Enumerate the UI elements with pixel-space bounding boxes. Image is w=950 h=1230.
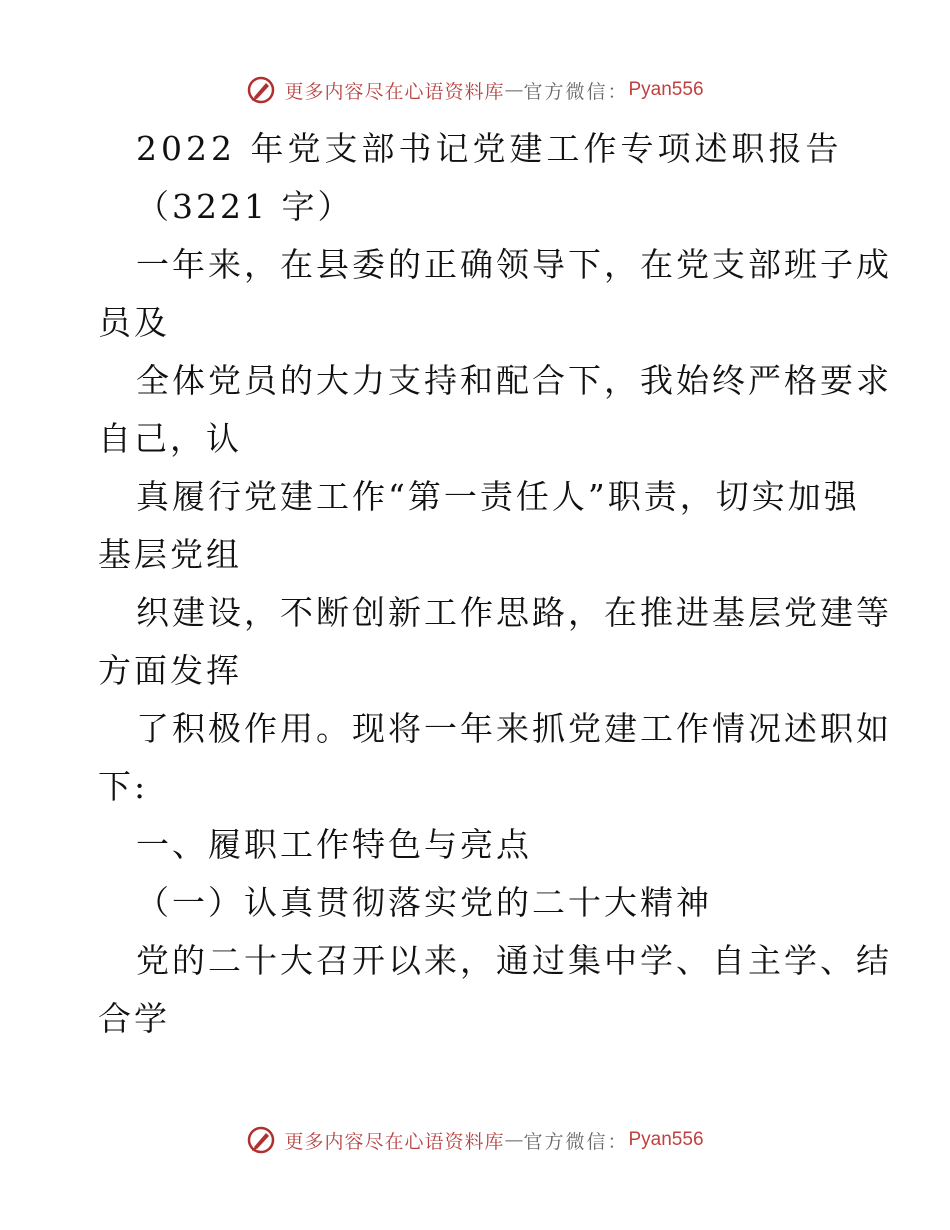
brand-logo-icon — [246, 1125, 276, 1155]
body-line: 自己，认 — [98, 419, 242, 458]
body-line: 下: — [98, 767, 149, 806]
document-body — [98, 120, 892, 1048]
watermark-title: 更多内容尽在心语资料库 — [284, 1130, 505, 1153]
watermark-separator: — — [504, 1129, 524, 1151]
document-title: 2022 年党支部书记党建工作专项述职报告 — [136, 129, 843, 168]
watermark-separator: — — [504, 79, 524, 101]
body-line: 织建设，不断创新工作思路，在推进基层党建等 — [136, 593, 892, 632]
watermark-footer — [0, 1120, 950, 1160]
body-line: 方面发挥 — [98, 651, 242, 690]
body-line: 员及 — [98, 303, 170, 342]
brand-logo-icon — [246, 75, 276, 105]
body-line: 合学 — [98, 999, 170, 1038]
body-line: 党的二十大召开以来，通过集中学、自主学、结 — [136, 941, 892, 980]
body-line: （一）认真贯彻落实党的二十大精神 — [136, 883, 712, 922]
body-line: 基层党组 — [98, 535, 242, 574]
body-line: 一、履职工作特色与亮点 — [136, 825, 532, 864]
watermark-title: 更多内容尽在心语资料库 — [284, 80, 505, 103]
watermark-wechat-label: 官方微信： — [523, 1130, 629, 1153]
body-line: 一年来，在县委的正确领导下，在党支部班子成 — [136, 245, 892, 284]
body-line: 真履行党建工作“第一责任人”职责，切实加强 — [136, 477, 860, 516]
body-line: 了积极作用。现将一年来抓党建工作情况述职如 — [136, 709, 892, 748]
body-line: 全体党员的大力支持和配合下，我始终严格要求 — [136, 361, 892, 400]
watermark-wechat-id: Pyan556 — [628, 79, 704, 100]
watermark-wechat-label: 官方微信： — [523, 80, 629, 103]
watermark-header — [0, 70, 950, 110]
watermark-wechat-id: Pyan556 — [628, 1129, 704, 1150]
word-count: （3221 字） — [136, 187, 354, 226]
body-text — [98, 236, 892, 1048]
